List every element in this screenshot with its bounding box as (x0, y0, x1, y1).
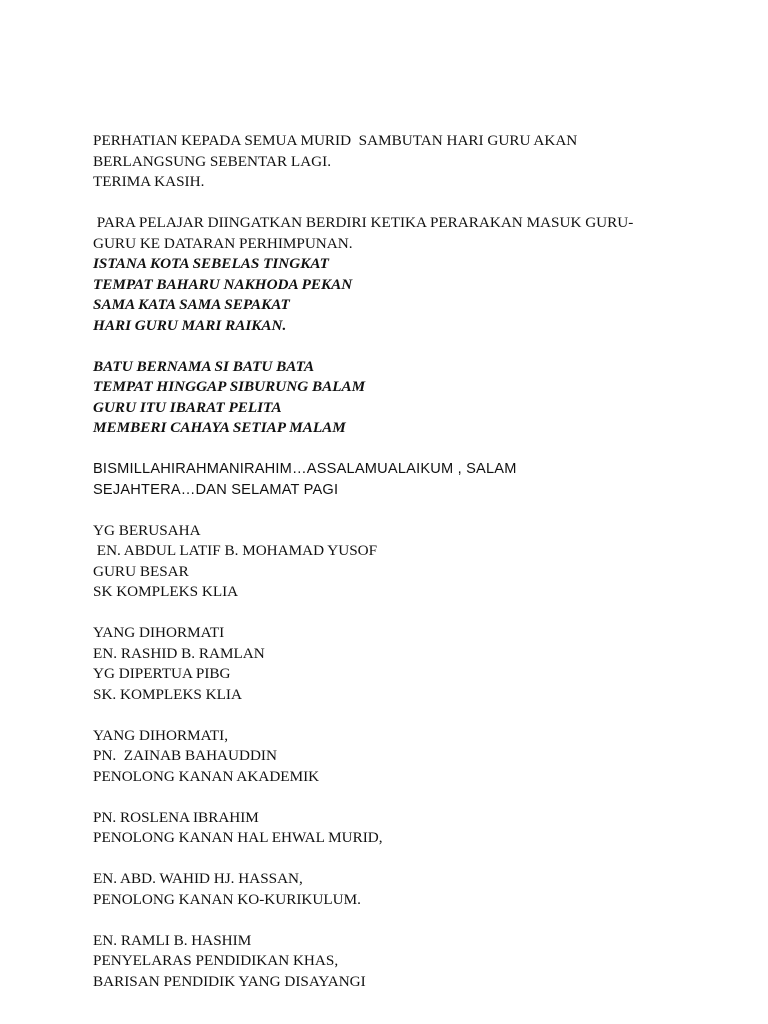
salutation-pendidikan-khas (93, 931, 733, 993)
reminder-block (93, 213, 733, 254)
text-line: PENOLONG KANAN HAL EHWAL MURID, (93, 829, 383, 846)
announcement-block (93, 131, 733, 193)
verse-line: SAMA KATA SAMA SEPAKAT (93, 296, 290, 313)
text-line: SK. KOMPLEKS KLIA (93, 685, 242, 703)
text-line: PENYELARAS PENDIDIKAN KHAS, (93, 952, 339, 969)
pantun-verse-1 (93, 254, 733, 336)
text-line: EN. RASHID B. RAMLAN (93, 644, 265, 662)
verse-line: MEMBERI CAHAYA SETIAP MALAM (93, 419, 346, 436)
paragraph-gap (93, 787, 733, 808)
text-line: SEJAHTERA…DAN SELAMAT PAGI (93, 481, 339, 498)
verse-line: GURU ITU IBARAT PELITA (93, 398, 282, 416)
salutation-guru-besar (93, 521, 733, 603)
text-line: PARA PELAJAR DIINGATKAN BERDIRI KETIKA PERARAKAN MASUK GURU- (93, 214, 634, 231)
verse-line: HARI GURU MARI RAIKAN. (93, 316, 287, 334)
text-line: BARISAN PENDIDIK YANG DISAYANGI (93, 972, 366, 990)
paragraph-gap (93, 336, 733, 357)
salutation-kokurikulum (93, 869, 733, 910)
paragraph-gap (93, 500, 733, 521)
text-line: BERLANGSUNG SEBENTAR LAGI. (93, 152, 331, 170)
text-line: TERIMA KASIH. (93, 173, 205, 190)
salutation-pibg (93, 623, 733, 705)
pantun-verse-2 (93, 357, 733, 439)
paragraph-gap (93, 910, 733, 931)
paragraph-gap (93, 439, 733, 460)
text-line: SK KOMPLEKS KLIA (93, 583, 239, 600)
verse-line: TEMPAT HINGGAP SIBURUNG BALAM (93, 378, 366, 395)
document-page (93, 131, 733, 992)
text-line: PERHATIAN KEPADA SEMUA MURID SAMBUTAN HARI GURU AKAN (93, 132, 578, 149)
text-line: EN. ABDUL LATIF B. MOHAMAD YUSOF (93, 542, 378, 559)
verse-line: ISTANA KOTA SEBELAS TINGKAT (93, 255, 329, 272)
text-line: EN. RAMLI B. HASHIM (93, 931, 252, 949)
salutation-akademik (93, 726, 733, 788)
greeting-block (93, 459, 733, 500)
text-line: PN. ROSLENA IBRAHIM (93, 808, 259, 826)
text-line: PN. ZAINAB BAHAUDDIN (93, 747, 277, 764)
text-line: GURU KE DATARAN PERHIMPUNAN. (93, 234, 353, 252)
text-line: PENOLONG KANAN KO-KURIKULUM. (93, 890, 361, 908)
text-line: EN. ABD. WAHID HJ. HASSAN, (93, 870, 303, 887)
text-line: YANG DIHORMATI, (93, 726, 228, 744)
verse-line: BATU BERNAMA SI BATU BATA (93, 357, 315, 375)
paragraph-gap (93, 193, 733, 214)
text-line: GURU BESAR (93, 562, 189, 580)
text-line: YG BERUSAHA (93, 521, 201, 539)
paragraph-gap (93, 603, 733, 624)
paragraph-gap (93, 849, 733, 870)
salutation-hem (93, 808, 733, 849)
text-line: YG DIPERTUA PIBG (93, 665, 231, 682)
text-line: PENOLONG KANAN AKADEMIK (93, 767, 320, 785)
verse-line: TEMPAT BAHARU NAKHODA PEKAN (93, 275, 353, 293)
text-line: BISMILLAHIRAHMANIRAHIM…ASSALAMUALAIKUM , SALAM (93, 461, 517, 477)
paragraph-gap (93, 705, 733, 726)
text-line: YANG DIHORMATI (93, 624, 225, 641)
